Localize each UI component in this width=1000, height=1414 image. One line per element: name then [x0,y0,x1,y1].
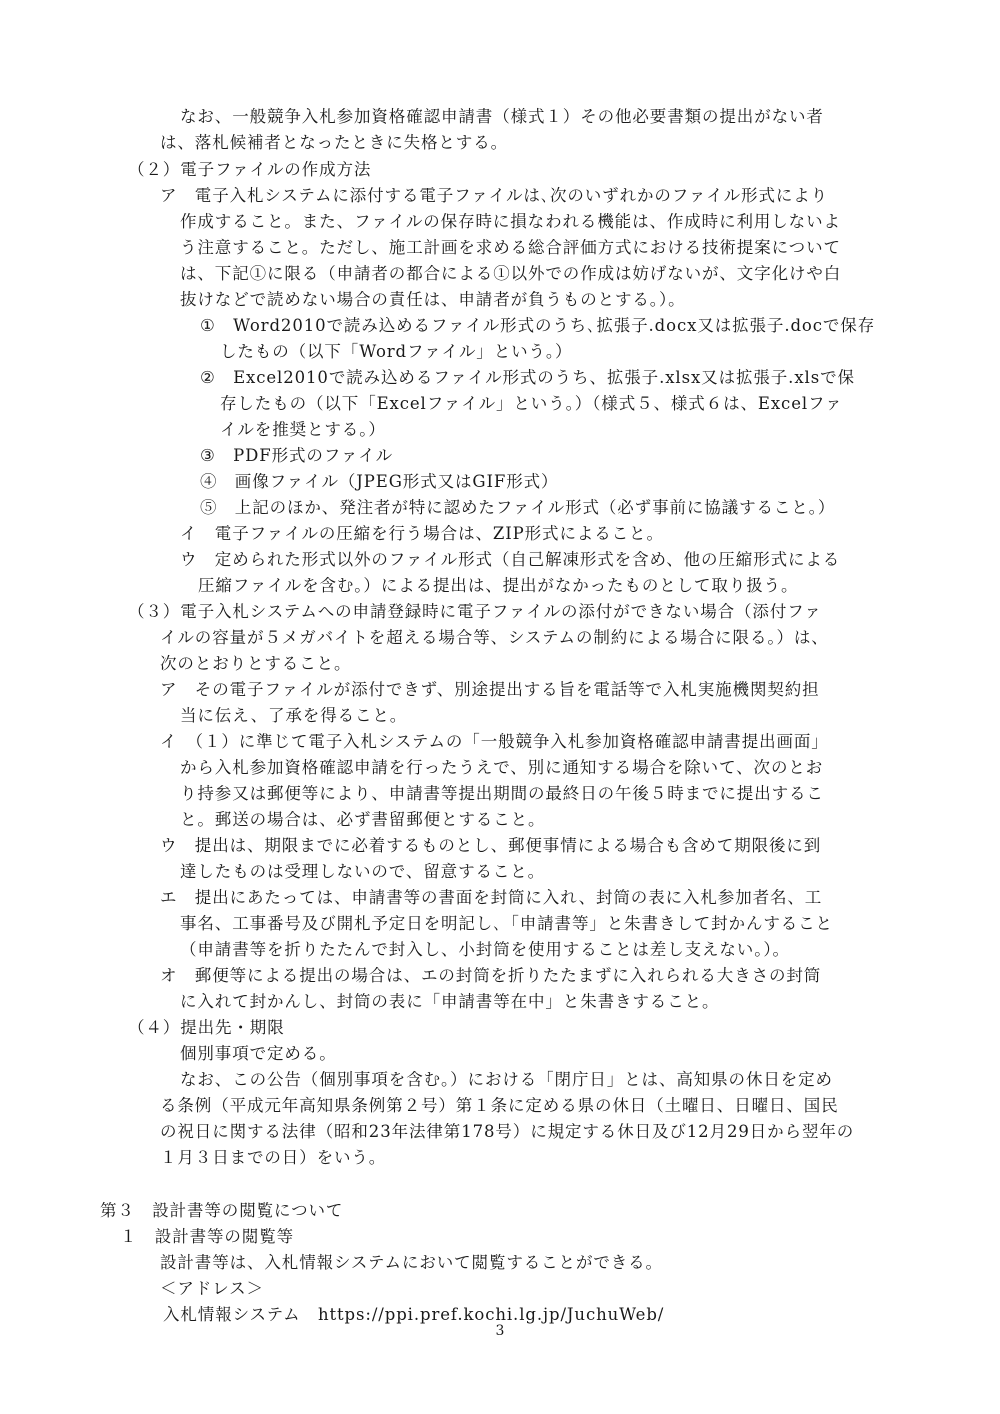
list-item: ⑤ 上記のほか、発注者が特に認めたファイル形式（必ず事前に協議すること。） [200,498,836,517]
section-heading: １ 設計書等の閲覧等 [120,1227,294,1246]
list-item: ② Excel2010で読み込めるファイル形式のうち、拡張子.xlsx又は拡張子.xlsで保 [200,368,855,387]
list-item: ① Word2010で読み込めるファイル形式のうち､拡張子.docx又は拡張子.docで保存 [200,316,876,335]
text-line: なお、一般競争入札参加資格確認申請書（様式１）その他必要書類の提出がない者 [180,107,824,126]
list-item: ③ PDF形式のファイル [200,446,394,465]
section-heading: （２）電子ファイルの作成方法 [128,160,372,179]
text-line: ＜アドレス＞ [160,1279,264,1298]
section-heading: （３）電子入札システムへの申請登録時に電子ファイルの添付ができない場合（添付ファ [128,602,822,621]
text-line: したもの（以下「Wordファイル」という。） [220,342,573,361]
list-item: ④ 画像ファイル（JPEG形式又はGIF形式） [200,472,559,491]
text-line: から入札参加資格確認申請を行ったうえで、別に通知する場合を除いて、次のとお [180,758,824,777]
list-item: ウ 提出は、期限までに必着するものとし、郵便事情による場合も含めて期限後に到 [160,836,822,855]
text-line: の祝日に関する法律（昭和23年法律第178号）に規定する休日及び12月29日から翌年の [160,1122,855,1141]
text-line: （申請書等を折りたたんで封入し、小封筒を使用することは差し支えない｡）。 [180,940,790,959]
text-line: と。郵送の場合は、必ず書留郵便とすること。 [180,810,546,829]
text-line: イルを推奨とする。） [220,420,386,439]
text-line: う注意すること。ただし、施工計画を求める総合評価方式における技術提案について [180,238,841,257]
list-item: オ 郵便等による提出の場合は、エの封筒を折りたたまずに入れられる大きさの封筒 [160,966,822,985]
page-number: 3 [495,1323,505,1339]
text-line: 当に伝え、了承を得ること。 [180,706,408,725]
text-line: り持参又は郵便等により、申請書等提出期間の最終日の午後５時までに提出するこ [180,784,824,803]
text-line: 個別事項で定める。 [180,1044,337,1063]
section-heading: （４）提出先・期限 [128,1018,285,1037]
text-line: 圧縮ファイルを含む。）による提出は、提出がなかったものとして取り扱う。 [198,576,799,595]
list-item: ア その電子ファイルが添付できず、別途提出する旨を電話等で入札実施機関契約担 [160,680,820,699]
list-item: イ （１）に準じて電子入札システムの「一般競争入札参加資格確認申請書提出画面」 [160,732,829,751]
text-line: に入れて封かんし、封筒の表に「申請書等在中」と朱書きすること。 [180,992,720,1011]
text-line: 存したもの（以下「Excelファイル」という。）（様式５、様式６は、Excelファ [220,394,843,413]
list-item: イ 電子ファイルの圧縮を行う場合は、ZIP形式によること。 [180,524,664,543]
text-line: は、落札候補者となったときに失格とする。 [160,133,508,152]
text-line: 事名、工事番号及び開札予定日を明記し､「申請書等」と朱書きして封かんすること [180,914,833,933]
text-line: は、下記①に限る（申請者の都合による①以外での作成は妨げないが、文字化けや白 [180,264,842,283]
list-item: エ 提出にあたっては、申請書等の書面を封筒に入れ、封筒の表に入札参加者名、工 [160,888,823,907]
text-line: なお、この公告（個別事項を含む。）における「閉庁日」とは、高知県の休日を定め [180,1070,833,1089]
text-line: １月３日までの日）をいう。 [160,1148,387,1167]
text-line: 設計書等は、入札情報システムにおいて閲覧することができる。 [160,1253,663,1272]
text-line: 達したものは受理しないので、留意すること。 [180,862,546,881]
list-item: ウ 定められた形式以外のファイル形式（自己解凍形式を含め、他の圧縮形式による [180,550,841,569]
text-line: イルの容量が５メガバイトを超える場合等、システムの制約による場合に限る。）は、 [160,628,829,647]
text-line: 作成すること。また、ファイルの保存時に損なわれる機能は、作成時に利用しないよ [180,212,841,231]
url-line: 入札情報システム https://ppi.pref.kochi.lg.jp/JuchuWeb/ [163,1305,665,1324]
text-line: 抜けなどで読めない場合の責任は、申請者が負うものとする。）。 [180,290,686,309]
text-line: る条例（平成元年高知県条例第２号）第１条に定める県の休日（土曜日、日曜日、国民 [160,1096,839,1115]
text-line: 次のとおりとすること。 [160,654,352,673]
chapter-heading: 第３ 設計書等の閲覧について [100,1201,344,1220]
text-line: ア 電子入札システムに添付する電子ファイルは､次のいずれかのファイル形式により [160,186,829,205]
